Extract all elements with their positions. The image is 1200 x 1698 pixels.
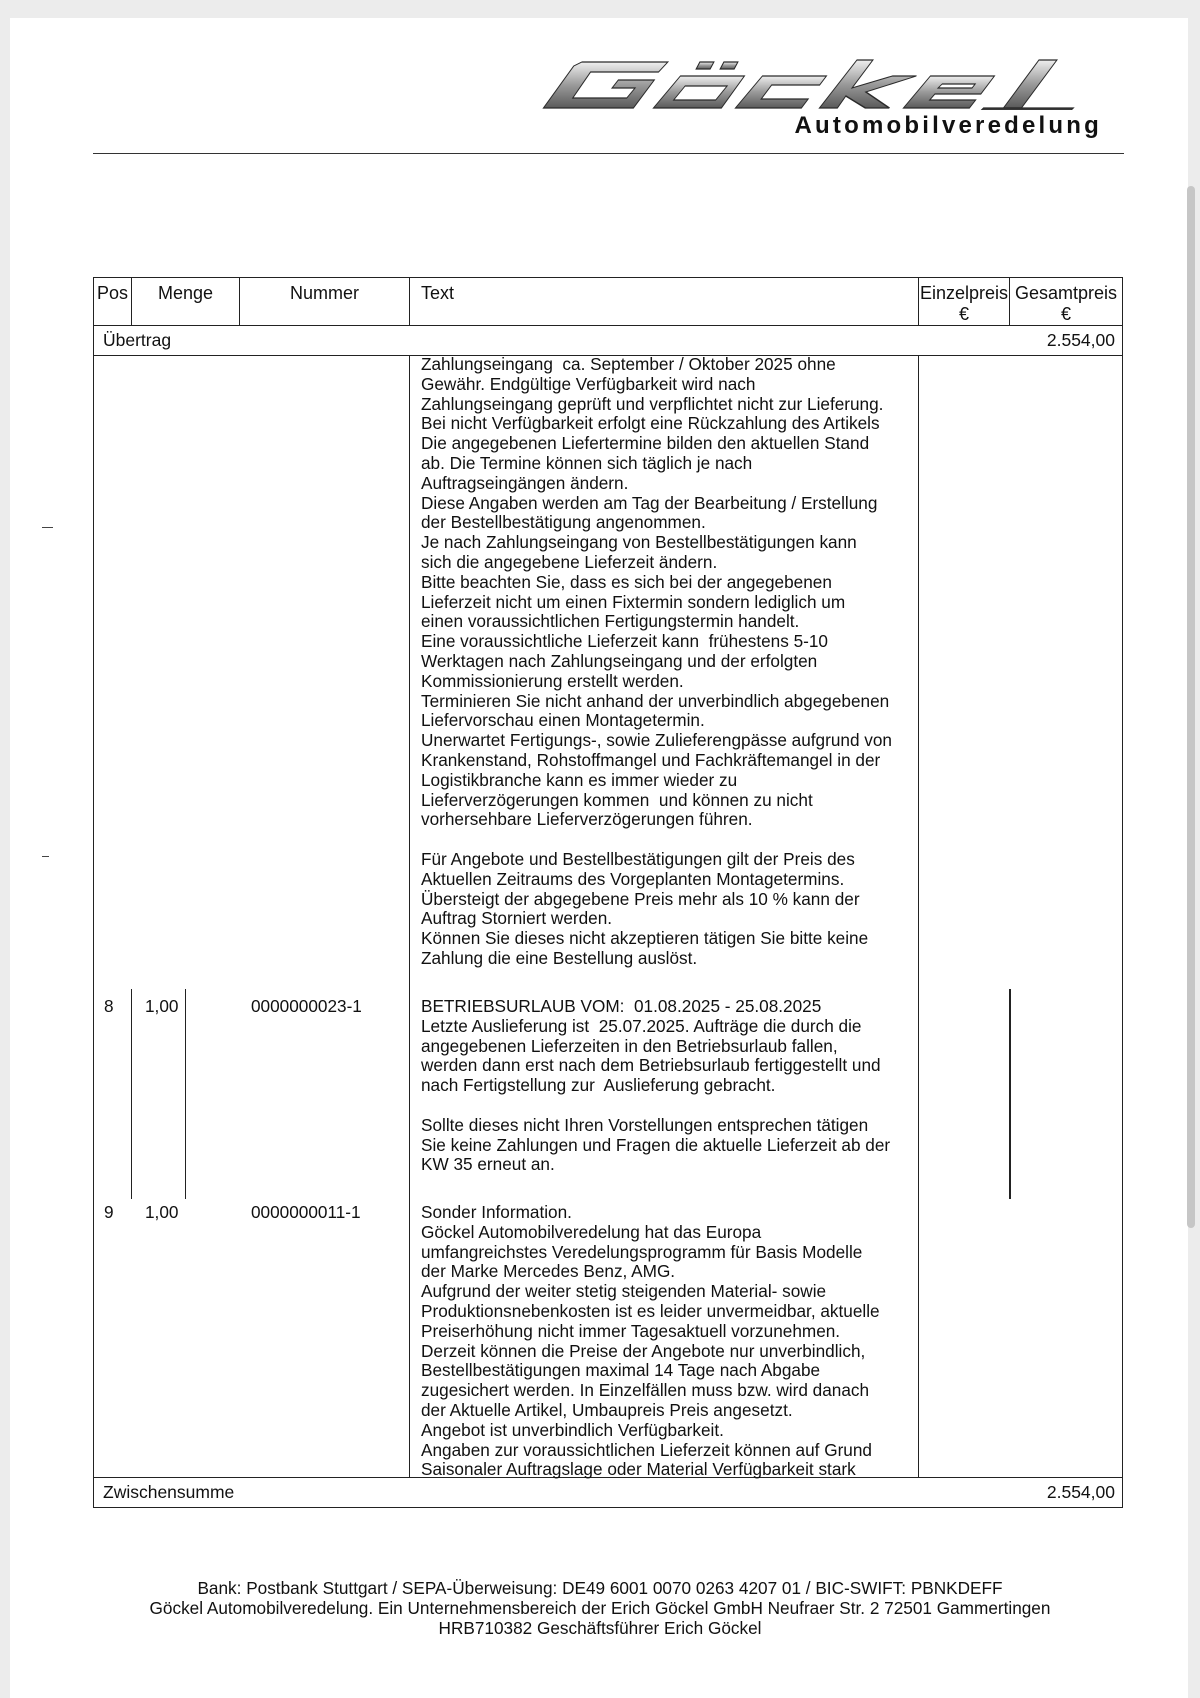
row-pos: 9 — [104, 1202, 114, 1222]
text-line — [421, 830, 921, 850]
col-header-text: Text — [421, 283, 455, 303]
text-line: umfangreichstes Veredelungsprogramm für Basis Modelle — [421, 1241, 863, 1262]
text-line: der Aktuelle Artikel, Umbaupreis Preis angesetzt. — [421, 1399, 793, 1420]
text-line: Die angegebenen Liefertermine bilden den aktuellen Stand — [421, 433, 870, 454]
col-header-gesamtpreis: Gesamtpreis € — [1014, 283, 1118, 324]
row-text-block — [421, 1203, 921, 1480]
text-line: Derzeit können die Preise der Angebote nur unverbindlich, — [421, 1340, 866, 1361]
footer-bank-line: Bank: Postbank Stuttgart / SEPA-Überweisung: DE49 6001 0070 0263 4207 01 / BIC-SWIFT: PBNKDEFF — [197, 1578, 1003, 1598]
text-line: BETRIEBSURLAUB VOM: 01.08.2025 - 25.08.2025 — [421, 996, 822, 1016]
text-line: KW 35 erneut an. — [421, 1154, 555, 1175]
text-line: Angebot ist unverbindlich Verfügbarkeit. — [421, 1419, 724, 1440]
text-line: Für Angebote und Bestellbestätigungen gilt der Preis des — [421, 848, 855, 869]
text-line: Bestellbestätigungen maximal 14 Tage nach Abgabe — [421, 1360, 821, 1381]
row-nummer: 0000000023-1 — [251, 996, 362, 1016]
text-line: vorhersehbare Lieferverzögerungen führen. — [421, 809, 753, 830]
text-line: Übersteigt der abgegebene Preis mehr als 10 % kann der — [421, 888, 860, 909]
text-line: Preiserhöhung nicht immer Tagesaktuell vorzunehmen. — [421, 1320, 841, 1341]
text-line: einen voraussichtlichen Fertigungstermin handelt. — [421, 611, 800, 632]
company-logo — [540, 58, 1120, 148]
text-line: Sonder Information. — [421, 1202, 572, 1222]
text-line: nach Fertigstellung zur Auslieferung gebracht. — [421, 1075, 776, 1096]
text-line: Können Sie dieses nicht akzeptieren tätigen Sie bitte keine — [421, 928, 869, 949]
text-line: Sollte dieses nicht Ihren Vorstellungen entsprechen tätigen — [421, 1114, 869, 1135]
text-line: Zahlungseingang geprüft und verpflichtet nicht zur Lieferung. — [421, 393, 884, 414]
text-line: Krankenstand, Rohstoffmangel und Fachkräftemangel in der — [421, 749, 881, 770]
carry-over-value: 2.554,00 — [1046, 330, 1115, 350]
text-line — [421, 1096, 921, 1116]
page-footer — [0, 1579, 1200, 1638]
subtotal-value: 2.554,00 — [1046, 1482, 1115, 1502]
text-line: Bei nicht Verfügbarkeit erfolgt eine Rückzahlung des Artikels — [421, 413, 880, 434]
text-line: sich die angegebene Lieferzeit ändern. — [421, 551, 718, 572]
text-line: Je nach Zahlungseingang von Bestellbestätigungen kann — [421, 532, 857, 553]
footer-register-line: HRB710382 Geschäftsführer Erich Göckel — [438, 1617, 762, 1638]
scrollbar-thumb[interactable] — [1187, 186, 1195, 1228]
continued-text-block — [421, 355, 921, 969]
row-nummer: 0000000011-1 — [251, 1202, 361, 1222]
text-line: Angaben zur voraussichtlichen Lieferzeit können auf Grund — [421, 1439, 872, 1460]
header-divider — [93, 153, 1124, 154]
col-header-menge: Menge — [158, 283, 214, 303]
col-header-einzelpreis: Einzelpreis € — [919, 283, 1009, 324]
text-line: ab. Die Termine können sich täglich je nach — [421, 452, 753, 473]
text-line: Diese Angaben werden am Tag der Bearbeitung / Erstellung — [421, 492, 878, 513]
text-line: Göckel Automobilveredelung hat das Europa — [421, 1221, 762, 1242]
invoice-table — [93, 277, 1123, 1507]
text-line: Unerwartet Fertigungs-, sowie Zulieferengpässe aufgrund von — [421, 730, 892, 751]
text-line: Werktagen nach Zahlungseingang und der erfolgten — [421, 650, 818, 671]
row-menge: 1,00 — [145, 996, 179, 1016]
punch-mark — [42, 856, 49, 857]
text-line: Sie keine Zahlungen und Fragen die aktuelle Lieferzeit ab der — [421, 1134, 891, 1155]
text-line: Lieferverzögerungen kommen und können zu nicht — [421, 789, 813, 810]
text-line: Aktuellen Zeitraums des Vorgeplanten Montagetermins. — [421, 868, 845, 889]
text-line: Produktionsnebenkosten ist es leider unvermeidbar, aktuelle — [421, 1300, 880, 1321]
text-line: Saisonaler Auftragslage oder Material Verfügbarkeit stark — [421, 1459, 856, 1480]
carry-over-label: Übertrag — [103, 330, 172, 350]
text-line: der Bestellbestätigung angenommen. — [421, 512, 706, 533]
goeckel-logo-wordmark-icon — [540, 58, 1120, 110]
text-line: Auftrag Storniert werden. — [421, 908, 613, 929]
text-line: Terminieren Sie nicht anhand der unverbindlich abgegebenen — [421, 690, 890, 711]
text-line: Auftragseingängen ändern. — [421, 472, 629, 493]
text-line: Letzte Auslieferung ist 25.07.2025. Aufträge die durch die — [421, 1015, 862, 1036]
text-line: Aufgrund der weiter stetig steigenden Material- sowie — [421, 1281, 827, 1302]
text-line: Kommissionierung erstellt werden. — [421, 670, 684, 691]
text-line: Eine voraussichtliche Lieferzeit kann frühestens 5-10 — [421, 631, 828, 652]
row-menge: 1,00 — [145, 1202, 179, 1222]
col-header-nummer: Nummer — [290, 283, 360, 303]
subtotal-label: Zwischensumme — [103, 1482, 235, 1502]
text-line: Zahlung die eine Bestellung auslöst. — [421, 947, 698, 968]
text-line: Gewähr. Endgültige Verfügbarkeit wird nach — [421, 373, 756, 394]
text-line: Logistikbranche kann es immer wieder zu — [421, 769, 738, 790]
logo-subtitle: Automobilveredelung — [794, 112, 1102, 139]
text-line: Bitte beachten Sie, dass es sich bei der angegebenen — [421, 571, 832, 592]
text-line: werden dann erst nach dem Betriebsurlaub fertiggestellt und — [421, 1055, 881, 1076]
text-line: der Marke Mercedes Benz, AMG. — [421, 1261, 676, 1282]
text-line: angegebenen Lieferzeiten in den Betriebsurlaub fallen, — [421, 1035, 838, 1056]
fold-mark — [42, 527, 53, 528]
footer-company-line: Göckel Automobilveredelung. Ein Unternehmensbereich der Erich Göckel GmbH Neufraer Str. 2 72501 Gammertingen — [149, 1597, 1051, 1618]
text-line: Lieferzeit nicht um einen Fixtermin sondern lediglich um — [421, 591, 846, 612]
row-text-block — [421, 997, 921, 1175]
text-line: Zahlungseingang ca. September / Oktober 2025 ohne — [421, 354, 836, 374]
text-line: Liefervorschau einen Montagetermin. — [421, 710, 705, 731]
col-header-pos: Pos — [97, 283, 129, 303]
row-pos: 8 — [104, 996, 114, 1016]
text-line: zugesichert werden. In Einzelfällen muss bzw. wird danach — [421, 1380, 870, 1401]
